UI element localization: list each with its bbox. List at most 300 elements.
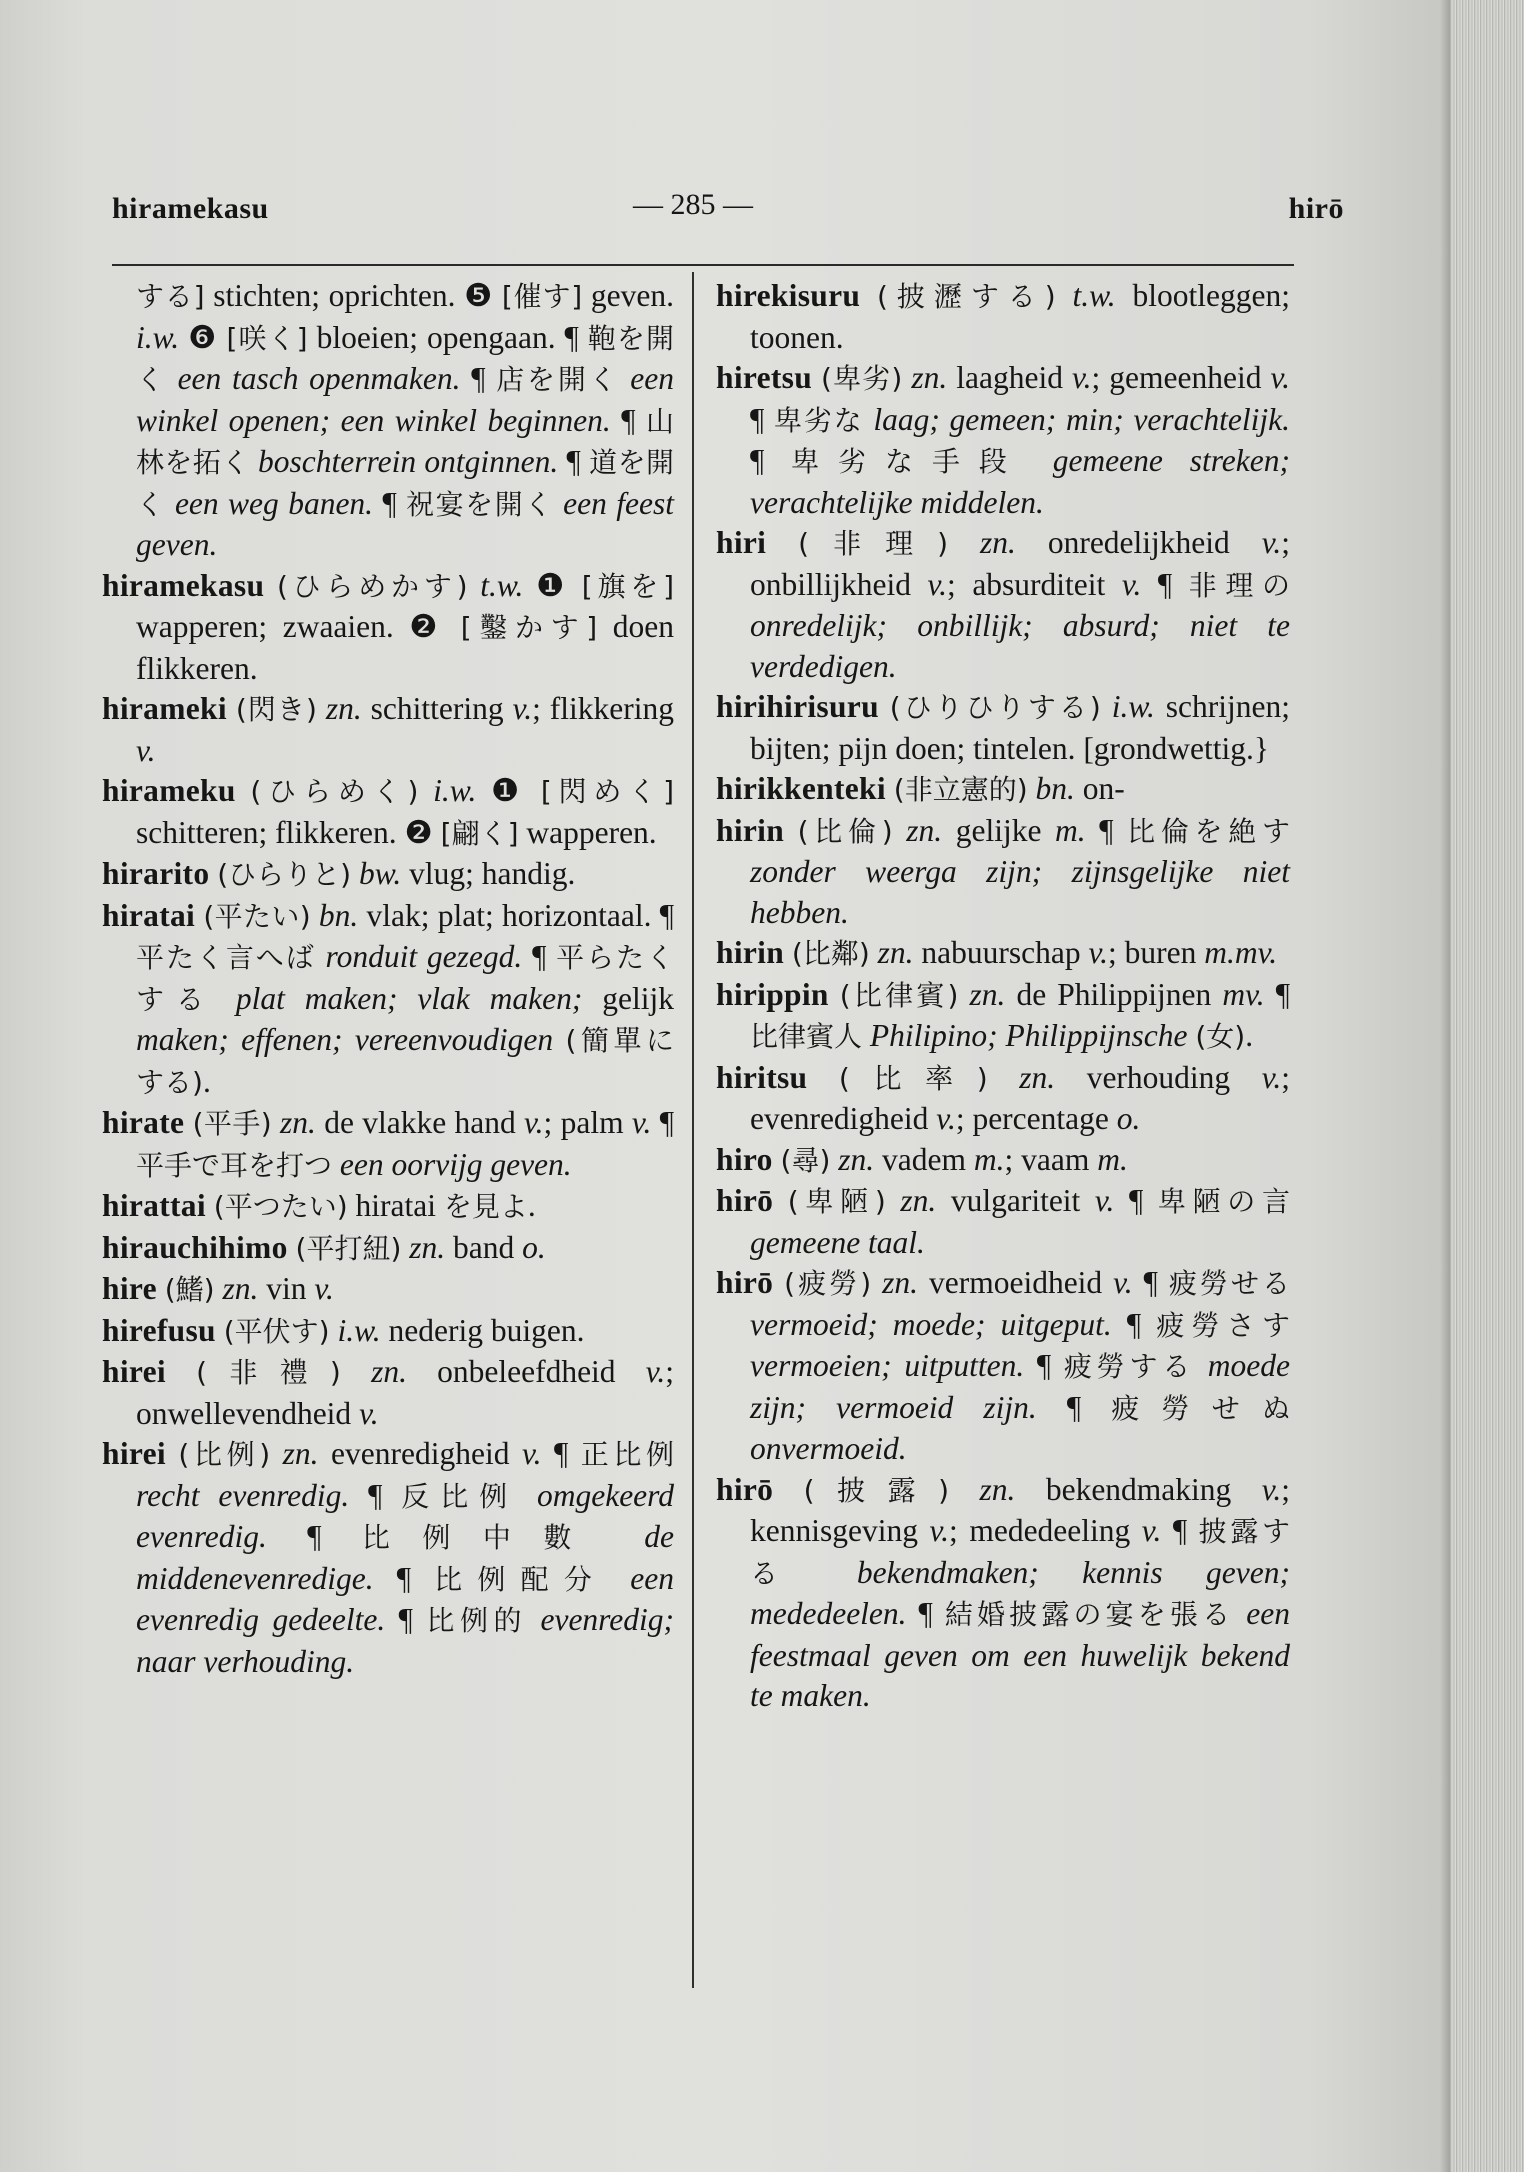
dictionary-entry: [716, 975, 1290, 1058]
japanese-text: 披露する: [750, 1515, 1290, 1590]
part-of-speech: v.: [1113, 1265, 1133, 1300]
definition-text: [1195, 1348, 1208, 1383]
japanese-text: 疲勞せぬ: [1111, 1391, 1290, 1425]
definition-text: [250, 444, 258, 479]
headword: hiro: [716, 1141, 773, 1177]
definition-text: [864, 402, 874, 437]
definition-text: [167, 361, 178, 396]
part-of-speech: zn.: [282, 1436, 319, 1471]
headword: hire: [102, 1271, 157, 1306]
definition-text: [886, 1183, 901, 1218]
japanese-text: (非立憲的): [893, 773, 1028, 806]
example-translation: gemeene taal.: [750, 1224, 925, 1260]
dictionary-entry: [716, 1181, 1290, 1263]
headword: hirikkenteki: [716, 771, 886, 806]
example-translation: ronduit gezegd.: [325, 939, 523, 974]
example-translation: onredelijk; onbillijk; absurd; niet te verdedigen.: [750, 608, 1290, 684]
japanese-text: 店を開く: [496, 363, 620, 396]
part-of-speech: v.: [1261, 1059, 1282, 1095]
definition-text: ¶: [373, 485, 407, 521]
part-of-speech: zn.: [900, 1183, 937, 1218]
headword: hirattai: [102, 1188, 206, 1223]
definition-text: ; onwellevendheid: [136, 1354, 675, 1431]
japanese-text: (尋): [780, 1143, 831, 1177]
definition-text: ❶: [523, 567, 582, 603]
dictionary-entry: [102, 896, 674, 1104]
header-rule: [112, 264, 1294, 266]
japanese-text: (平たい): [203, 899, 311, 933]
japanese-text: 比例中數: [361, 1521, 604, 1554]
definition-text: ¶: [610, 402, 646, 438]
example-translation: plat maken; vlak maken;: [235, 980, 583, 1016]
definition-text: schittering: [361, 691, 513, 726]
japanese-text: 比倫を絶す: [1127, 814, 1290, 848]
example-translation: een feestmaal geven om een huwelijk bekend te maken.: [750, 1596, 1290, 1713]
definition-text: [332, 1147, 340, 1182]
definition-text: [554, 486, 563, 521]
dictionary-entry: [102, 566, 674, 690]
japanese-text: (披露): [803, 1473, 950, 1507]
definition-text: ¶: [1141, 566, 1189, 602]
definition-text: [893, 813, 907, 848]
dictionary-entry: [102, 1103, 674, 1186]
example-translation: bekendmaken; kennis geven; mededeelen.: [750, 1554, 1290, 1631]
part-of-speech: zn.: [980, 525, 1016, 560]
definition-text: wapperen.: [518, 814, 657, 850]
part-of-speech: zn.: [838, 1141, 875, 1177]
definition-text: [227, 691, 236, 726]
part-of-speech: v.: [524, 1105, 544, 1140]
dictionary-entry: [716, 276, 1290, 358]
japanese-text: [催す]: [501, 280, 583, 313]
example-translation: een tasch openmaken.: [177, 361, 461, 396]
part-of-speech: t.w.: [480, 567, 524, 603]
page-number: — 285 —: [633, 188, 753, 221]
definition-text: vulgariteit: [936, 1183, 1095, 1218]
dictionary-entry: [716, 1470, 1290, 1717]
definition-text: hiratai: [347, 1188, 444, 1223]
part-of-speech: zn.: [969, 976, 1006, 1012]
headword: hirefusu: [102, 1312, 216, 1348]
part-of-speech: i.w.: [136, 319, 180, 355]
headword: hirihirisuru: [716, 689, 879, 724]
definition-text: ¶: [1114, 1183, 1158, 1218]
headword: hiri: [716, 525, 767, 560]
definition-text: ¶: [750, 443, 792, 478]
part-of-speech: bn.: [1035, 771, 1075, 806]
part-of-speech: v.: [314, 1271, 334, 1306]
part-of-speech: zn.: [906, 812, 943, 848]
example-translation: onvermoeid.: [750, 1431, 907, 1466]
dictionary-entry: [716, 933, 1290, 975]
example-translation: maken; effenen; vereenvoudigen: [136, 1022, 554, 1057]
definition-text: stichten; oprichten. ❺: [204, 278, 502, 313]
part-of-speech: m.: [973, 1141, 1005, 1177]
japanese-text: [咲く]: [226, 321, 308, 355]
part-of-speech: v.: [929, 1513, 950, 1548]
definition-text: ¶: [1264, 976, 1291, 1012]
definition-text: [166, 486, 175, 521]
example-translation: moede zijn; vermoeid zijn.: [750, 1348, 1290, 1425]
definition-text: ❻: [179, 319, 227, 355]
japanese-text: 比例配分: [434, 1562, 608, 1596]
part-of-speech: i.w.: [433, 773, 477, 808]
definition-text: ; kennisgeving: [750, 1471, 1291, 1548]
part-of-speech: v.: [927, 566, 948, 602]
definition-text: ; vaam: [1004, 1141, 1098, 1177]
definition-text: [886, 771, 894, 806]
part-of-speech: v.: [936, 1101, 956, 1136]
headword: hirate: [102, 1105, 185, 1140]
japanese-text: (疲勞): [784, 1267, 872, 1300]
japanese-text: 祝宴を開く: [406, 487, 554, 521]
part-of-speech: zn.: [280, 1105, 316, 1140]
definition-text: [1028, 771, 1036, 806]
japanese-text: (平手): [192, 1107, 272, 1140]
part-of-speech: zn.: [371, 1354, 407, 1389]
part-of-speech: zn.: [877, 935, 914, 970]
definition-text: vermoeidheid: [918, 1265, 1114, 1300]
definition-text: [341, 1354, 371, 1389]
definition-text: [216, 1313, 224, 1348]
definition-text: [317, 691, 326, 726]
headword: hirei: [102, 1354, 166, 1389]
part-of-speech: mv.: [1222, 976, 1265, 1012]
definition-text: [553, 1022, 565, 1057]
example-translation: recht evenredig.: [136, 1477, 350, 1513]
definition-text: ; buren: [1108, 935, 1205, 970]
part-of-speech: zn.: [882, 1265, 919, 1300]
japanese-text: (卑陋): [787, 1185, 886, 1218]
definition-text: [272, 1105, 280, 1140]
definition-text: [264, 568, 277, 603]
definition-text: [958, 977, 969, 1012]
dictionary-entry: [716, 1140, 1290, 1182]
definition-text: [236, 773, 251, 808]
dictionary-entry: [102, 1269, 674, 1311]
headword: hirei: [102, 1436, 166, 1471]
definition-text: vin: [258, 1271, 315, 1306]
definition-text: ; evenredigheid: [750, 1059, 1290, 1136]
japanese-text: 疲勞さす: [1156, 1308, 1290, 1342]
headword: hirippin: [716, 976, 829, 1012]
definition-text: [814, 1555, 857, 1590]
part-of-speech: v.: [1088, 935, 1109, 970]
japanese-text: (比律賓): [839, 978, 959, 1012]
definition-text: gelijke: [942, 812, 1056, 848]
japanese-text: を見よ: [443, 1190, 528, 1223]
japanese-text: 疲勞せる: [1168, 1267, 1291, 1300]
definition-text: band: [445, 1229, 523, 1265]
definition-text: [1234, 1596, 1246, 1631]
example-translation: gemeene streken; verachtelijke middelen.: [750, 443, 1290, 520]
headword: hirekisuru: [716, 278, 861, 313]
japanese-text: [翩く]: [440, 816, 519, 850]
part-of-speech: bw.: [358, 856, 402, 891]
japanese-text: 疲勞する: [1063, 1350, 1196, 1383]
japanese-text: 結婚披露の宴を張る: [944, 1598, 1235, 1631]
definition-text: ; palm: [543, 1105, 632, 1140]
part-of-speech: zn.: [1019, 1059, 1056, 1095]
definition-text: vlak; plat; horizontaal. ¶: [358, 897, 675, 933]
definition-text: [288, 1230, 296, 1265]
part-of-speech: zn.: [911, 360, 948, 395]
part-of-speech: v.: [1261, 525, 1282, 560]
headword: hirarito: [102, 856, 210, 891]
definition-text: doen flikkeren.: [136, 609, 674, 686]
japanese-text: (非理): [798, 527, 949, 560]
japanese-text: (披瀝する): [877, 280, 1056, 313]
definition-text: ❶: [476, 773, 541, 808]
definition-text: vlug; handig.: [401, 856, 576, 891]
japanese-text: (非禮): [196, 1356, 341, 1389]
japanese-text: 山林を拓く: [136, 404, 674, 479]
part-of-speech: i.w.: [337, 1312, 381, 1348]
definition-text: [812, 360, 821, 395]
dictionary-entry: [102, 689, 674, 771]
japanese-text: (比倫): [797, 814, 893, 848]
definition-text: gelijk: [582, 980, 674, 1016]
definition-text: [870, 935, 878, 970]
definition-text: ¶: [373, 1560, 435, 1596]
japanese-text: 比例的: [426, 1604, 528, 1637]
definition-text: [607, 1561, 630, 1596]
dictionary-entry: [102, 1186, 674, 1228]
definition-text: ¶: [460, 361, 497, 396]
definition-text: [166, 1354, 196, 1389]
definition-text: [773, 1472, 803, 1507]
part-of-speech: v.: [1261, 1471, 1282, 1507]
definition-text: laagheid: [947, 360, 1072, 395]
dictionary-entry: [102, 276, 674, 566]
example-translation: de middenevenredige.: [136, 1519, 674, 1596]
example-translation: vermoeid; moede; uitgeput.: [750, 1306, 1112, 1342]
definition-text: ¶: [906, 1596, 945, 1631]
japanese-text: 正比例: [580, 1438, 674, 1471]
japanese-text: 反比例: [401, 1479, 519, 1513]
headword: hirō: [716, 1183, 774, 1218]
definition-text: [604, 1519, 644, 1554]
part-of-speech: v.: [359, 1395, 379, 1431]
japanese-text: (ひりひりする): [889, 691, 1101, 724]
dictionary-entry: [102, 1228, 674, 1270]
example-translation: omgekeerd evenredig.: [136, 1477, 674, 1554]
headword: hiretsu: [716, 360, 813, 395]
japanese-text: 比律賓人: [750, 1020, 863, 1053]
japanese-text: (鰭): [164, 1273, 215, 1306]
definition-text: [948, 525, 980, 560]
japanese-text: 卑劣な: [774, 403, 864, 437]
definition-text: [773, 1265, 784, 1300]
example-translation: evenredig; naar verhouding.: [136, 1602, 674, 1679]
definition-text: ; mededeeling: [949, 1513, 1142, 1548]
part-of-speech: m.: [1055, 812, 1086, 848]
japanese-text: 卑陋の言: [1157, 1185, 1291, 1218]
part-of-speech: i.w.: [1111, 689, 1155, 724]
definition-text: [949, 1472, 979, 1507]
definition-text: [216, 981, 236, 1016]
definition-text: ¶: [541, 1436, 581, 1471]
example-translation: boschterrein ontginnen.: [258, 444, 559, 479]
japanese-text: (ひらりと): [217, 858, 352, 891]
definition-text: ¶: [750, 401, 775, 437]
definition-text: [316, 939, 326, 974]
part-of-speech: v.: [1270, 360, 1290, 395]
definition-text: ¶: [385, 1602, 427, 1637]
definition-text: [784, 935, 792, 970]
dictionary-entry: [716, 1263, 1290, 1470]
japanese-text: [鑿かす]: [460, 611, 598, 644]
definition-text: geven.: [582, 278, 674, 313]
definition-text: [270, 1436, 283, 1471]
definition-text: [518, 1478, 537, 1513]
definition-text: schrijnen; bijten; pijn doen; tintelen. [grondwettig.}: [750, 689, 1291, 766]
part-of-speech: t.w.: [1072, 278, 1116, 313]
dictionary-entry: [716, 1058, 1290, 1140]
part-of-speech: v.: [1141, 1513, 1162, 1548]
definition-text: [1101, 689, 1112, 724]
example-translation: een weg banen.: [174, 485, 374, 521]
japanese-text: (比例): [178, 1438, 271, 1471]
definition-text: ¶: [558, 444, 590, 479]
definition-text: [871, 1265, 882, 1300]
definition-text: ; percentage: [955, 1101, 1117, 1136]
headword: hirauchihimo: [102, 1229, 288, 1265]
definition-text: [862, 1018, 870, 1053]
part-of-speech: v.: [1121, 566, 1142, 602]
japanese-text: 道を開く: [136, 446, 674, 521]
part-of-speech: v.: [631, 1105, 652, 1140]
definition-text: [620, 361, 631, 396]
part-of-speech: o.: [522, 1229, 546, 1265]
definition-text: [418, 773, 433, 808]
definition-text: de Philippijnen: [1005, 976, 1223, 1012]
japanese-text: (比鄰): [791, 937, 870, 970]
japanese-text: (平打紐): [295, 1231, 402, 1265]
japanese-text: 平らたくする: [136, 941, 674, 1016]
example-translation: zonder weerga zijn; zijnsgelijke niet hebben.: [750, 854, 1290, 930]
definition-text: bekendmaking: [1015, 1471, 1262, 1507]
left-column: [102, 276, 674, 1682]
japanese-text: 平たく言へば: [136, 941, 316, 974]
definition-text: [773, 1142, 781, 1177]
definition-text: [879, 689, 890, 724]
definition-text: [784, 813, 798, 848]
dictionary-entry: [716, 687, 1290, 769]
japanese-text: 非理の: [1188, 568, 1290, 602]
dictionary-entry: [102, 1311, 674, 1353]
part-of-speech: v.: [512, 691, 533, 726]
definition-text: ¶: [1111, 1306, 1157, 1342]
dictionary-entry: [716, 358, 1290, 523]
japanese-text: (卑劣): [821, 362, 903, 395]
definition-text: [829, 977, 840, 1012]
definition-text: ¶: [651, 1105, 674, 1140]
japanese-text: (女): [1195, 1020, 1246, 1053]
definition-text: blootleggen; toonen.: [750, 278, 1290, 355]
definition-text: nederig buigen.: [380, 1312, 585, 1348]
definition-text: .: [527, 1188, 536, 1223]
japanese-text: (ひらめく): [250, 775, 419, 808]
definition-text: schitteren; flikkeren. ❷: [136, 814, 441, 850]
dictionary-entry: [102, 1434, 674, 1682]
headword: hirameku: [102, 773, 236, 808]
definition-text: .: [1245, 1018, 1254, 1053]
headword: hirameki: [102, 691, 227, 726]
part-of-speech: zn.: [979, 1471, 1016, 1507]
definition-text: vadem: [874, 1141, 974, 1177]
part-of-speech: v.: [1071, 360, 1092, 395]
definition-text: [351, 856, 359, 891]
definition-text: nabuurschap: [913, 935, 1089, 970]
definition-text: ¶: [266, 1519, 362, 1554]
definition-text: [468, 568, 481, 603]
japanese-text: (平つたい): [213, 1190, 348, 1223]
definition-text: [988, 1060, 1020, 1095]
headword: hirin: [716, 812, 785, 848]
example-translation: een evenredig gedeelte.: [136, 1560, 674, 1637]
definition-text: ¶: [1036, 1389, 1112, 1425]
definition-text: [902, 360, 911, 395]
dictionary-entry: [716, 523, 1290, 687]
japanese-text: する]: [136, 280, 205, 313]
headword: hiratai: [102, 897, 196, 933]
definition-text: ; onbillijkheid: [750, 525, 1290, 602]
definition-text: ¶: [1085, 812, 1128, 848]
dictionary-entry: [716, 769, 1290, 811]
definition-text: .: [202, 1063, 211, 1099]
example-translation: laag; gemeen; min; verachtelijk.: [873, 401, 1290, 437]
japanese-text: (閃き): [235, 693, 317, 726]
definition-text: [166, 1436, 179, 1471]
japanese-text: (簡單にする): [136, 1024, 674, 1099]
japanese-text: (平伏す): [223, 1314, 330, 1348]
definition-text: ¶: [1161, 1513, 1199, 1548]
part-of-speech: zn.: [222, 1271, 259, 1306]
dictionary-entry: [716, 811, 1290, 934]
definition-text: [527, 1602, 540, 1637]
definition-text: [157, 1271, 165, 1306]
definition-text: ; gemeenheid: [1091, 360, 1271, 395]
definition-text: ¶: [1024, 1348, 1064, 1383]
example-translation: een oorvijg geven.: [339, 1146, 572, 1182]
example-translation: Philipino; Philippijnsche: [869, 1018, 1188, 1053]
part-of-speech: zn.: [325, 691, 362, 726]
dictionary-entry: [102, 854, 674, 896]
headword: hiritsu: [716, 1059, 808, 1095]
japanese-text: 卑劣な手段: [791, 445, 1026, 478]
part-of-speech: o.: [1116, 1101, 1141, 1136]
japanese-text: [旗を]: [581, 569, 674, 603]
book-page-edges: [1450, 0, 1524, 2172]
definition-text: ¶: [349, 1477, 402, 1513]
definition-text: [807, 1060, 839, 1095]
japanese-text: 平手で耳を打つ: [136, 1148, 333, 1182]
definition-text: [773, 1183, 788, 1218]
running-head-right: hirō: [1288, 192, 1344, 225]
definition-text: ¶: [522, 939, 557, 974]
definition-text: [860, 278, 877, 313]
part-of-speech: m.: [1097, 1141, 1128, 1177]
definition-text: onbeleefdheid: [406, 1354, 646, 1389]
column-divider: [692, 272, 694, 1988]
definition-text: [1056, 278, 1073, 313]
right-column: [716, 276, 1290, 1717]
definition-text: evenredigheid: [318, 1436, 522, 1471]
headword: hirō: [716, 1265, 774, 1300]
japanese-text: (比率): [838, 1061, 988, 1095]
headword: hiramekasu: [102, 567, 265, 603]
